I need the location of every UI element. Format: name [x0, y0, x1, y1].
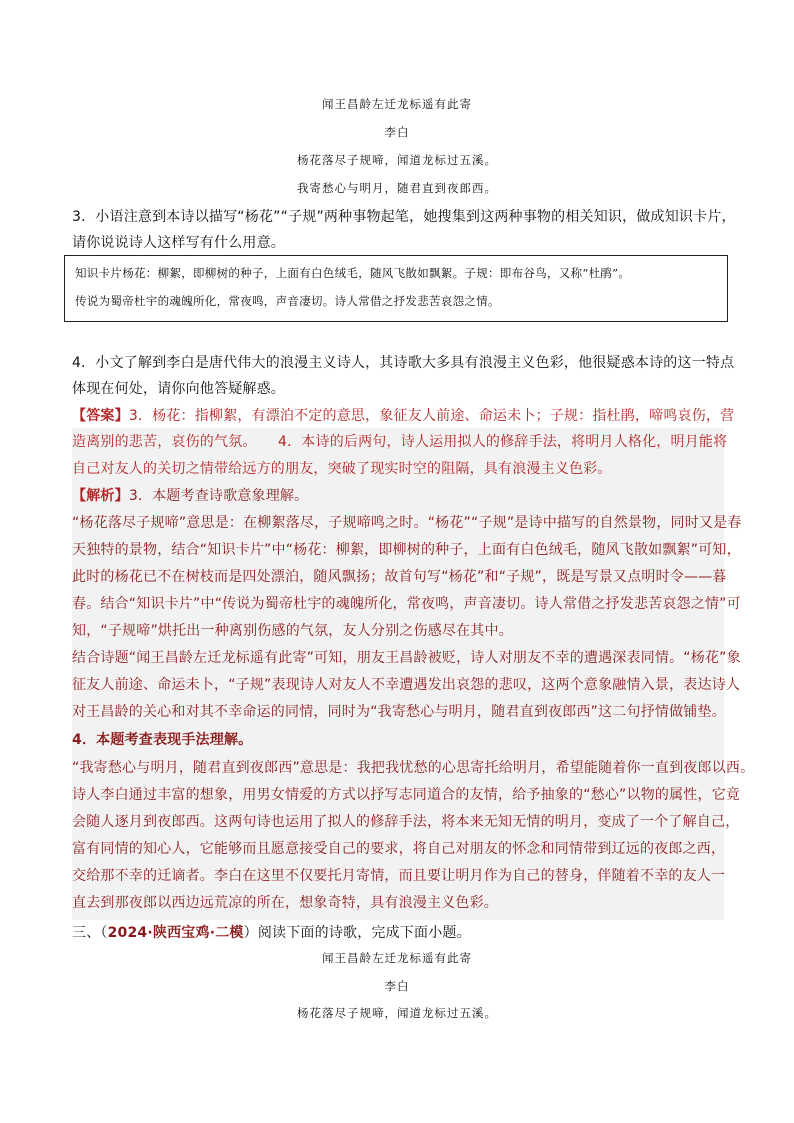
analysis-p2-line-3: 对王昌龄的关心和对其不幸命运的同情，同时为“我寄愁心与明月，随君直到夜郎西”这二句抒情做铺垫。: [72, 704, 726, 720]
analysis-heading-3: [72, 485, 732, 505]
question-4-line-2: 体现在何处，请你向他答疑解惑。: [72, 381, 285, 397]
analysis-tag: 【解析】: [72, 488, 129, 504]
analysis-p3-line-5: 交给那不幸的迁谪者。李白在这里不仅要托月寄情，而且要让明月作为自己的替身，伴随着不幸的友人一: [72, 868, 726, 884]
analysis-p1-line-5: 知，“子规啼”烘托出一种离别伤感的气氛，友人分别之伤感尽在其中。: [72, 623, 513, 639]
analysis-p3-line-4: 富有同情的知心人，它能够而且愿意接受自己的要求，将自己对朋友的怀念和同情带到辽远的夜郎之西，: [72, 841, 726, 857]
section-3-suffix: ）阅读下面的诗歌，完成下面小题。: [243, 925, 471, 941]
poem-title: 闻王昌龄左迁龙标遥有此寄: [322, 97, 472, 111]
knowledge-card-line-1: 知识卡片杨花：柳絮，即柳树的种子，上面有白色绒毛，随风飞散如飘絮。子规：即布谷鸟，又称“杜鹃”。: [75, 266, 631, 280]
analysis-p3-line-1: “我寄愁心与明月，随君直到夜郎西”意思是：我把我忧愁的心思寄托给明月，希望能随着你一直到夜郎以西。: [72, 760, 755, 776]
analysis-p1-line-3: 此时的杨花已不在树枝而是四处漂泊，随风飘扬；故首句写“杨花”和“子规”，既是写景又点明时令——暮: [72, 569, 727, 585]
analysis-p2-line-2: 征友人前途、命运未卜，“子规”表现诗人对友人不幸遭遇发出哀怨的悲叹，这两个意象融情入景，表达诗人: [72, 677, 741, 693]
poem-2-line-1: 杨花落尽子规啼，闻道龙标过五溪。: [297, 1006, 497, 1020]
analysis-p3-line-3: 会随人逐月到夜郎西。这两句诗也运用了拟人的修辞手法，将本来无知无情的明月，变成了一个了解自己，: [72, 814, 740, 830]
section-3-source: 2024·陕西宝鸡·二模: [107, 925, 244, 941]
answer-tag: 【答案】: [72, 408, 129, 424]
answer-line-1: [72, 405, 735, 425]
analysis-p1-line-1: “杨花落尽子规啼”意思是：在柳絮落尽，子规啼鸣之时。“杨花”“子规”是诗中描写的自然景物，同时又是春: [72, 515, 742, 531]
poem-line-1: 杨花落尽子规啼，闻道龙标过五溪。: [297, 153, 497, 167]
knowledge-card-line-2: 传说为蜀帝杜宇的魂魄所化，常夜鸣，声音凄切。诗人常借之抒发悲苦哀怨之情。: [75, 294, 500, 308]
analysis-p1-line-4: 春。结合“知识卡片”中“传说为蜀帝杜宇的魂魄所化，常夜鸣，声音凄切。诗人常借之抒发悲苦哀怨之情”可: [72, 596, 741, 612]
answer-line-2: 造离别的悲苦，哀伤的气氛。 4．本诗的后两句，诗人运用拟人的修辞手法，将明月人格化，明月能将: [72, 434, 728, 450]
analysis-p3-line-2: 诗人李白通过丰富的想象，用男女情爱的方式以抒写志同道合的友情，给予抽象的“愁心”以物的属性，它竟: [72, 787, 741, 803]
knowledge-card: [64, 255, 728, 322]
answer-line-3: 自己对友人的关切之情带给远方的朋友，突破了现实时空的阻隔，具有浪漫主义色彩。: [72, 461, 612, 477]
poem-line-2: 我寄愁心与明月，随君直到夜郎西。: [297, 181, 497, 195]
poem-2-author: 李白: [384, 979, 410, 993]
answer-text-1: 3．杨花：指柳絮，有漂泊不定的意思，象征友人前途、命运未卜；子规：指杜鹃，啼鸣哀伤，营: [128, 408, 735, 424]
analysis-p2-line-1: 结合诗题“闻王昌龄左迁龙标遥有此寄”可知，朋友王昌龄被贬，诗人对朋友不幸的遭遇深表同情。“杨花”象: [72, 650, 741, 666]
question-4-line-1: 4．小文了解到李白是唐代伟大的浪漫主义诗人，其诗歌大多具有浪漫主义色彩，他很疑惑本诗的这一特点: [72, 355, 735, 371]
question-3-line-2: 请你说说诗人这样写有什么用意。: [72, 235, 285, 251]
poem-author: 李白: [384, 125, 410, 139]
analysis-heading-3-text: 3．本题考查诗歌意象理解。: [128, 488, 309, 504]
question-3-line-1: 3．小语注意到本诗以描写“杨花”“子规”两种事物起笔，她搜集到这两种事物的相关知识，做成知识卡片，: [72, 209, 736, 225]
section-3-prefix: 三、（: [72, 925, 108, 941]
analysis-p3-line-6: 直去到那夜郎以西边远荒凉的所在，想象奇特，具有浪漫主义色彩。: [72, 895, 498, 911]
poem-2-title: 闻王昌龄左迁龙标遥有此寄: [322, 951, 472, 965]
analysis-heading-4: 4．本题考查表现手法理解。: [72, 732, 253, 748]
section-3-heading: [72, 922, 732, 942]
analysis-p1-line-2: 天独特的景物，结合“知识卡片”中“杨花：柳絮，即柳树的种子，上面有白色绒毛，随风飞散如飘絮”可知，: [72, 542, 741, 558]
